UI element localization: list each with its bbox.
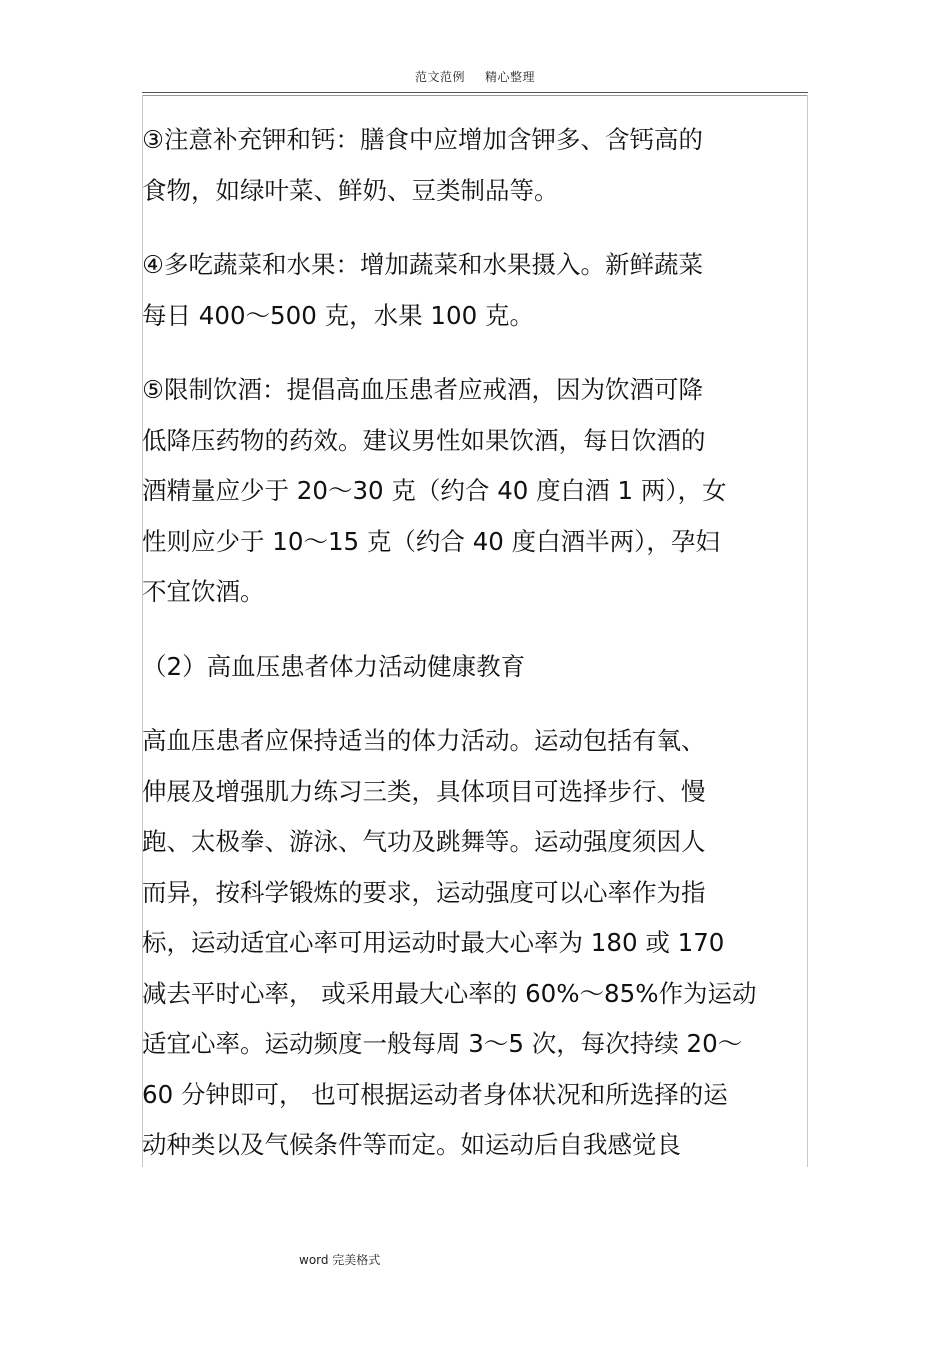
- text-line: 伸展及增强肌力练习三类，具体项目可选择步行、慢: [142, 776, 706, 806]
- text-line: 而异，按科学锻炼的要求，运动强度可以心率作为指: [142, 877, 706, 907]
- text-line: 跑、太极拳、游泳、气功及跳舞等。运动强度须因人: [142, 827, 706, 856]
- section-heading: （2）高血压患者体力活动健康教育: [142, 651, 526, 681]
- text-line: 低降压药物的药效。建议男性如果饮酒，每日饮酒的: [142, 425, 706, 455]
- text-line: 60 分钟即可， 也可根据运动者身体状况和所选择的运: [142, 1079, 728, 1109]
- text-line: 减去平时心率， 或采用最大心率的 60%～85%作为运动: [142, 978, 757, 1008]
- text-line: 动种类以及气候条件等而定。如运动后自我感觉良: [142, 1130, 681, 1159]
- text-line: 不宜饮酒。: [142, 577, 265, 606]
- paragraph-vegetables-fruit: [142, 240, 810, 341]
- paragraph-exercise: [142, 716, 810, 1171]
- paragraph-potassium-calcium: [142, 115, 810, 216]
- header-left-text: 范文范例: [414, 70, 465, 84]
- text-line: ⑤限制饮酒：提倡高血压患者应戒酒，因为饮酒可降: [142, 375, 703, 404]
- text-line: ④多吃蔬菜和水果：增加蔬菜和水果摄入。新鲜蔬菜: [142, 250, 703, 279]
- text-line: 酒精量应少于 20～30 克（约合 40 度白酒 1 两），女: [142, 476, 727, 505]
- header-right-text: 精心整理: [485, 70, 536, 84]
- header-rule-secondary: [142, 95, 808, 96]
- text-line: 高血压患者应保持适当的体力活动。运动包括有氧、: [142, 726, 706, 755]
- page-header: [0, 68, 950, 85]
- text-line: ③注意补充钾和钙：膳食中应增加含钾多、含钙高的: [142, 125, 703, 154]
- text-line: 性则应少于 10～15 克（约合 40 度白酒半两），孕妇: [142, 526, 720, 556]
- text-line: 食物，如绿叶菜、鲜奶、豆类制品等。: [142, 175, 559, 205]
- document-body: [142, 115, 810, 1171]
- header-rule: [142, 92, 808, 93]
- text-line: 每日 400～500 克，水果 100 克。: [142, 300, 534, 330]
- paragraph-limit-alcohol: [142, 365, 810, 618]
- page-footer: word 完美格式: [299, 1253, 381, 1267]
- text-line: 标，运动适宜心率可用运动时最大心率为 180 或 170: [142, 928, 725, 957]
- text-line: 适宜心率。运动频度一般每周 3～5 次，每次持续 20～: [142, 1029, 743, 1058]
- section-heading-physical-activity: [142, 642, 810, 693]
